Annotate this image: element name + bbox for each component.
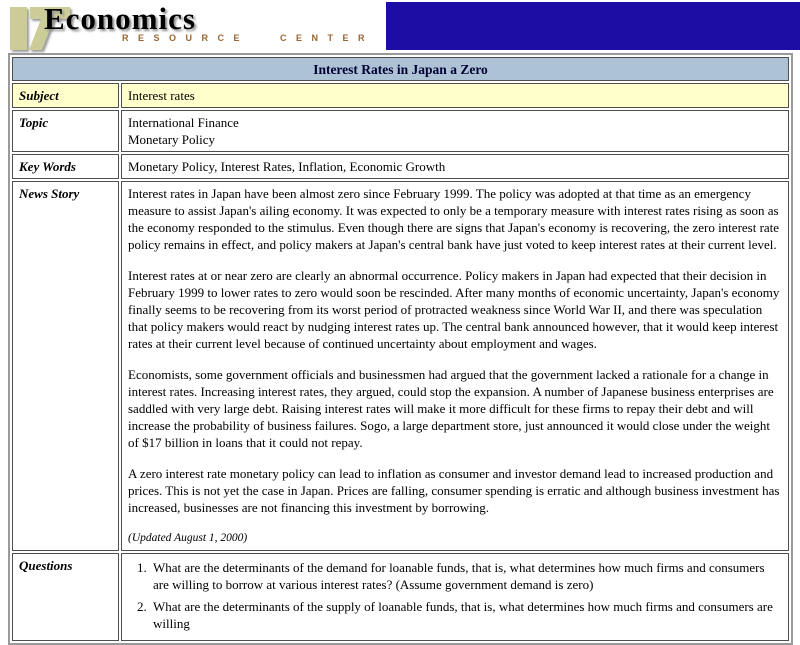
brand-title: Economics <box>44 1 196 36</box>
subject-label: Subject <box>12 83 119 108</box>
keywords-row <box>12 154 789 179</box>
questions-row <box>12 553 789 641</box>
keywords-label: Key Words <box>12 154 119 179</box>
subject-row <box>12 83 789 108</box>
topic-row <box>12 110 789 152</box>
article-table <box>8 53 793 645</box>
news-story-label: News Story <box>12 181 119 551</box>
topic-line: International Finance <box>128 115 239 130</box>
title-row <box>12 57 789 81</box>
questions-label: Questions <box>12 553 119 641</box>
news-story-paragraph: A zero interest rate monetary policy can lead to inflation as consumer and investor demand lead to increased production and prices. This is not yet the case in Japan. Prices are falling, consumer spending is erratic and although business investment has increased, businesses are not financing this investment by borrowing. <box>128 466 780 515</box>
subject-value: Interest rates <box>121 83 789 108</box>
keywords-value: Monetary Policy, Interest Rates, Inflation, Economic Growth <box>121 154 789 179</box>
question-item: 1. What are the determinants of the demand for loanable funds, that is, what determines how much firms and consumers are willing to borrow at various interest rates? (Assume government demand is zero) <box>150 559 780 593</box>
page-title: Interest Rates in Japan a Zero <box>12 57 789 81</box>
news-story-body <box>121 181 789 551</box>
news-story-row <box>12 181 789 551</box>
brand-subtitle: RESOURCE CENTER <box>122 33 375 43</box>
topic-label: Topic <box>12 110 119 152</box>
questions-list <box>128 559 780 632</box>
header-blue-bar <box>386 2 800 50</box>
questions-body <box>121 553 789 641</box>
news-story-paragraph: Interest rates in Japan have been almost zero since February 1999. The policy was adopted at that time as an emergency measure to assist Japan's ailing economy. It was expected to only be a temporary measure with interest rates rising as soon as the economy responded to the stimulus. Even though there are signs that Japan's economy is recovering, the zero interest rate policy remains in effect, and policy makers at Japan's central bank have just voted to keep interest rates at their current level. <box>128 186 780 252</box>
updated-note: (Updated August 1, 2000) <box>128 532 248 544</box>
topic-line: Monetary Policy <box>128 132 216 147</box>
topic-value <box>121 110 789 152</box>
question-item: 2. What are the determinants of the supply of loanable funds, that is, what determines how much firms and consumers are willing <box>150 598 780 632</box>
news-story-paragraph: Economists, some government officials and businessmen had argued that the government lacked a rationale for a change in interest rates. Increasing interest rates, they argued, could stop the expansion. A number of Japanese business enterprises are saddled with very large debt. Raising interest rates will make it more difficult for these firms to repay their debt and will increase the probability of business failures. Sogo, a large department store, just announced it would close under the weight of $17 billion in loans that it could not repay. <box>128 367 774 450</box>
news-story-paragraph: Interest rates at or near zero are clearly an abnormal occurrence. Policy makers in Japan had expected that their decision in February 1999 to lower rates to zero would soon be rescinded. After many months of economic uncertainty, Japan's economy finally seems to be recovering from its worst period of protracted weakness since World War II, and there was speculation that policy makers would react by nudging interest rates up. The central bank announced however, that it would keep interest rates at their current level because of continued uncertainty about employment and wages. <box>128 268 780 351</box>
site-header <box>0 0 800 53</box>
